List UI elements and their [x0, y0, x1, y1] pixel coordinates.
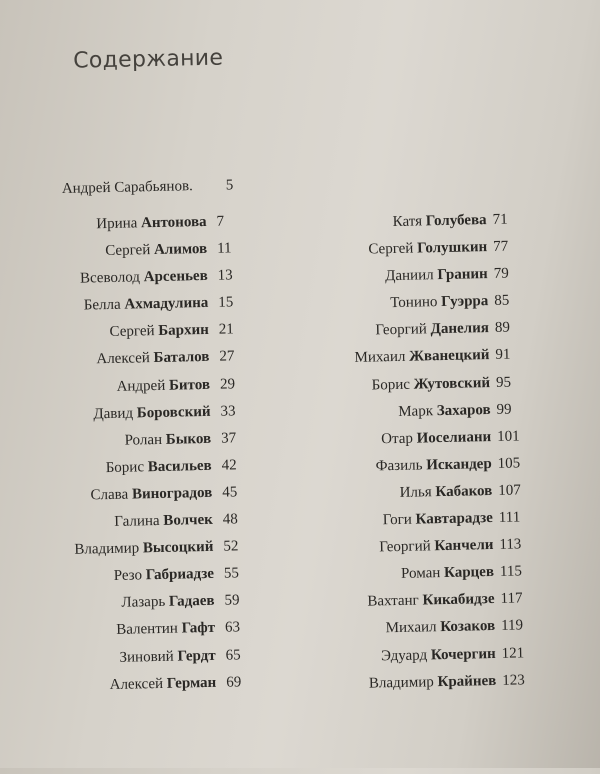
intro-page-number: 5	[225, 177, 234, 194]
page-number: 11	[216, 240, 232, 257]
page-number: 121	[501, 644, 525, 662]
page-number: 79	[493, 265, 509, 283]
author-last-name: Баталов	[153, 349, 210, 367]
author-name	[399, 483, 492, 502]
author-last-name: Арсеньев	[143, 268, 208, 286]
author-last-name: Битов	[168, 376, 211, 394]
author-last-name: Боровский	[136, 403, 211, 422]
author-name	[379, 537, 493, 556]
author-last-name: Жванецкий	[408, 347, 490, 366]
author-first-name: Владимир	[74, 540, 140, 558]
author-name	[124, 431, 211, 450]
author-name	[381, 645, 496, 664]
page-number: 119	[500, 617, 524, 635]
page-number: 65	[225, 646, 241, 664]
author-last-name: Захаров	[436, 401, 491, 419]
author-last-name: Алимов	[153, 241, 208, 259]
author-first-name: Давид	[93, 405, 134, 422]
intro-author: Андрей Сарабьянов.	[61, 178, 193, 197]
author-first-name: Владимир	[368, 673, 434, 692]
page-number: 59	[224, 592, 240, 609]
author-name	[109, 674, 216, 693]
intro-entry	[62, 177, 242, 198]
author-last-name: Иоселиани	[416, 428, 492, 447]
page-number: 105	[497, 455, 521, 472]
page-number: 101	[496, 428, 520, 445]
toc-entry	[46, 673, 277, 705]
author-name	[367, 591, 495, 611]
author-name	[371, 375, 490, 394]
author-first-name: Слава	[90, 486, 129, 504]
author-first-name: Андрей	[116, 377, 166, 395]
author-last-name: Кавтарадзе	[415, 510, 494, 528]
page-number: 15	[218, 294, 234, 311]
author-last-name: Гадаев	[168, 593, 215, 611]
author-last-name: Бархин	[158, 322, 210, 340]
author-name	[109, 322, 209, 341]
author-name	[80, 268, 208, 288]
page-number: 115	[499, 563, 523, 581]
page-number: 85	[494, 292, 510, 310]
author-first-name: Катя	[392, 213, 423, 231]
author-name	[84, 295, 209, 315]
page-number: 45	[222, 484, 238, 501]
author-first-name: Георгий	[379, 538, 431, 556]
author-name	[375, 320, 489, 339]
page-number: 63	[224, 619, 241, 637]
author-last-name: Высоцкий	[142, 538, 214, 557]
page-number: 95	[495, 374, 512, 391]
author-last-name: Голубева	[425, 212, 487, 230]
author-name	[116, 376, 210, 395]
author-first-name: Михаил	[354, 349, 406, 367]
author-name	[386, 618, 496, 637]
toc-entry	[306, 672, 537, 704]
author-first-name: Илья	[399, 484, 432, 501]
author-first-name: Галина	[114, 513, 160, 530]
author-name	[385, 266, 488, 285]
author-first-name: Отар	[381, 430, 414, 448]
page-number: 69	[226, 673, 242, 691]
page-number: 91	[495, 347, 511, 364]
page-number: 71	[492, 211, 508, 228]
author-last-name: Искандер	[426, 455, 492, 474]
author-name	[96, 349, 209, 368]
author-name	[390, 293, 488, 312]
author-first-name: Фазиль	[375, 457, 423, 475]
author-name	[114, 512, 213, 531]
author-last-name: Волчек	[163, 511, 213, 529]
author-last-name: Жутовский	[413, 374, 491, 393]
author-first-name: Георгий	[375, 321, 428, 339]
author-first-name: Борис	[371, 376, 411, 394]
author-name	[368, 239, 487, 258]
author-first-name: Всеволод	[79, 269, 141, 287]
author-last-name: Гафт	[181, 620, 216, 637]
page-number: 107	[498, 482, 521, 499]
author-name	[90, 485, 212, 505]
author-first-name: Валентин	[116, 621, 179, 639]
page-number: 113	[499, 536, 522, 553]
author-name	[121, 593, 214, 612]
author-name	[398, 402, 491, 421]
author-name	[93, 404, 210, 423]
page-number: 27	[219, 348, 235, 366]
author-last-name: Виноградов	[131, 484, 213, 503]
author-first-name: Марк	[398, 402, 434, 420]
author-name	[393, 212, 487, 231]
toc-left-column	[36, 213, 276, 705]
author-last-name: Антонова	[140, 213, 207, 232]
author-last-name: Габриадзе	[145, 566, 215, 584]
page-number: 13	[217, 267, 233, 284]
page-title: Содержание	[72, 45, 224, 74]
author-first-name: Вахтанг	[367, 592, 419, 610]
author-last-name: Кикабидзе	[422, 591, 495, 609]
page-number: 29	[219, 375, 236, 393]
author-first-name: Борис	[105, 459, 145, 476]
author-first-name: Резо	[113, 567, 143, 585]
author-first-name: Ролан	[124, 431, 163, 449]
author-name	[105, 241, 207, 260]
page-number: 99	[496, 401, 512, 418]
author-first-name: Тонино	[390, 294, 438, 312]
page-number: 42	[221, 457, 237, 474]
page-number: 117	[500, 590, 523, 608]
author-last-name: Крайнев	[437, 672, 497, 690]
author-last-name: Козаков	[440, 618, 496, 636]
page-number: 33	[220, 403, 236, 420]
author-name	[106, 458, 212, 477]
page-number: 48	[222, 511, 238, 528]
author-first-name: Алексей	[109, 675, 164, 693]
author-name	[369, 673, 497, 693]
author-name	[96, 214, 207, 233]
page-number: 7	[216, 213, 225, 230]
author-first-name: Гоги	[382, 511, 413, 529]
author-first-name: Белла	[83, 297, 121, 314]
page-number: 55	[223, 565, 240, 582]
author-first-name: Роман	[400, 565, 441, 583]
page-number: 123	[502, 671, 525, 689]
page-number: 21	[218, 321, 235, 339]
author-last-name: Васильев	[147, 457, 212, 476]
author-last-name: Ахмадулина	[124, 295, 209, 313]
author-name	[354, 347, 489, 367]
author-first-name: Михаил	[385, 619, 437, 637]
author-name	[383, 510, 493, 529]
page-number: 89	[494, 319, 511, 337]
author-last-name: Кабаков	[435, 482, 493, 501]
author-first-name: Эдуард	[380, 646, 428, 664]
author-first-name: Даниил	[385, 267, 434, 285]
page-number: 52	[223, 538, 239, 555]
author-last-name: Канчели	[434, 537, 494, 555]
author-first-name: Сергей	[105, 242, 151, 260]
author-last-name: Гранин	[437, 266, 488, 284]
author-first-name: Зиновий	[119, 648, 174, 666]
author-last-name: Карцев	[443, 564, 495, 582]
author-first-name: Лазарь	[121, 594, 166, 612]
author-first-name: Сергей	[109, 323, 155, 341]
author-last-name: Голушкин	[416, 239, 488, 257]
author-first-name: Ирина	[96, 215, 138, 233]
page-number: 111	[498, 509, 521, 526]
author-last-name: Быков	[165, 430, 212, 448]
author-first-name: Алексей	[96, 350, 150, 368]
author-name	[116, 620, 215, 639]
author-name	[376, 456, 492, 475]
author-last-name: Гуэрра	[441, 293, 489, 311]
author-name	[119, 647, 215, 666]
author-last-name: Кочергин	[430, 645, 496, 663]
author-last-name: Герман	[166, 674, 217, 692]
author-name	[74, 539, 213, 559]
author-last-name: Гердт	[177, 647, 216, 665]
page-number: 37	[220, 430, 237, 447]
author-name	[381, 429, 491, 448]
author-name	[401, 564, 494, 583]
author-name	[114, 566, 215, 585]
page-number: 77	[493, 238, 509, 256]
author-last-name: Данелия	[430, 320, 490, 338]
author-first-name: Сергей	[368, 240, 414, 258]
toc-right-column	[296, 211, 536, 703]
